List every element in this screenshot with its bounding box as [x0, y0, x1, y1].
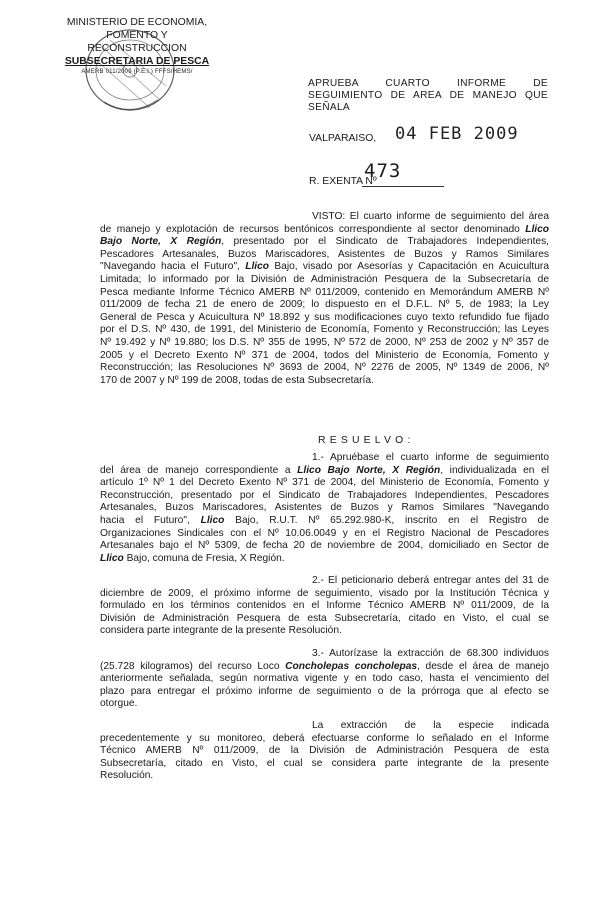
visto-line: Reconstrucción; las Resoluciones Nº 3693 de 2004, Nº 2276 de 2005, Nº 1349 de 2006, Nº — [100, 362, 549, 374]
article-3-line: (25.728 kilogramos) del recurso Loco Concholepas concholepas, desde el área de manejo — [100, 660, 549, 672]
article-1-line: del área de manejo correspondiente a Llico Bajo Norte, X Región, individualizada en el — [100, 464, 549, 476]
article-2-line: considera parte integrante de la presente Resolución. — [100, 625, 342, 637]
article-2 — [100, 575, 549, 638]
article-1-line: artículo 1º Nº 1 del Decreto Exento Nº 371 de 2004, del Ministerio de Economía, Fomento y — [100, 477, 549, 489]
exenta-number: 473 — [364, 160, 402, 182]
article-3-line: anteriormente señalada, según normativa vigente y en todo caso, hasta el vencimiento del — [100, 673, 549, 685]
visto-line: de manejo y explotación de recursos bentónicos correspondiente al sector denominado Llico — [100, 223, 549, 235]
visto-line: 011/2009 de fecha 21 de enero de 2009; lo dispuesto en el D.F.L. Nº 5, de 1983; la Ley — [100, 299, 549, 311]
visto-line: Pescadores Artesanales, Buzos Mariscadores, Asistentes de Buzos y Ramos Similares — [100, 248, 549, 260]
visto-line: VISTO: El cuarto informe de seguimiento del área — [312, 211, 549, 222]
subject-line-1: APRUEBA CUARTO INFORME DE — [308, 78, 548, 89]
article-1-line: Reconstrucción, presentado por el Sindicato de Trabajadores Independientes, Pescadores — [100, 489, 549, 501]
visto-line: Pesca mediante Informe Técnico AMERB Nº 011/2009, contenido en Memorándum AMERB Nº — [100, 286, 549, 298]
article-2-line: 2.- El peticionario deberá entregar antes del 31 de — [312, 575, 549, 586]
article-1-line: 1.- Apruébase el cuarto informe de seguimiento — [312, 452, 549, 463]
article-3-extraction-line: La extracción de la especie indicada — [312, 720, 549, 731]
article-3-line: plazo para entregar el próximo informe de seguimiento o de la prórroga que al efecto se — [100, 685, 549, 697]
article-3-line: otorgue. — [100, 698, 138, 710]
visto-line: Limitada; lo informado por la División de Administración Pesquera de la Subsecretaría de — [100, 273, 549, 285]
article-2-line: formulado en los términos contenidos en el Informe Técnico AMERB Nº 011/2009, de la — [100, 600, 549, 612]
visto-line: 170 de 2007 y Nº 199 de 2008, todas de esta Subsecretaría. — [100, 374, 374, 386]
article-3-line: 3.- Autorízase la extracción de 68.300 individuos — [312, 648, 549, 659]
resuelvo-heading: RESUELVO: — [318, 435, 415, 446]
article-3-extraction-line: Técnico AMERB Nº 011/2009, de la División de Administración Pesquera de esta — [100, 745, 549, 757]
article-1-line: Artesanales, Buzos Mariscadores, Asistentes de Buzos y Ramos Similares "Navegando — [100, 502, 549, 514]
visto-line: Nº 19.492 y Nº 19.880; los D.S. Nº 355 de 1995, Nº 572 de 2000, Nº 253 de 2002 y Nº 357 de — [100, 336, 549, 348]
article-2-line: División de Administración Pesquera de esta Subsecretaría, citado en Visto, el cual se — [100, 612, 549, 624]
resolution-subject — [308, 78, 548, 114]
subject-line-2: SEGUIMIENTO DE AREA DE MANEJO QUE — [308, 90, 548, 101]
subsecretaria-line: SUBSECRETARIA DE PESCA — [64, 56, 210, 67]
exenta-label: R. EXENTA Nº — [309, 176, 377, 187]
reference-code: AMERB 011/2009 (P.E.I.) FFFS/HEMS/ — [81, 69, 193, 75]
article-1-line: Artesanales bajo el Nº 5309, de fecha 20 de noviembre de 2004, domiciliado en Sector de — [100, 540, 549, 552]
visto-line: "Navegando hacia el Futuro", Llico Bajo, visado por Asesorías y Capacitación en Acuicultura — [100, 261, 549, 273]
ministry-line-1: MINISTERIO DE ECONOMIA, — [66, 17, 208, 28]
article-1-line: Organizaciones Sindicales con el Nº 10.06.0049 y en el Registro Nacional de Pescadores — [100, 527, 549, 539]
article-3-extraction — [100, 720, 549, 783]
visto-line: Bajo Norte, X Región, presentado por el Sindicato de Trabajadores Independientes, — [100, 236, 549, 248]
ministry-line-2: FOMENTO Y RECONSTRUCCION — [87, 30, 187, 54]
place-label: VALPARAISO, — [309, 133, 377, 144]
article-3 — [100, 648, 549, 711]
visto-line: por el D.S. Nº 430, de 1991, del Ministerio de Economía, Fomento y Reconstrucción; las Leyes — [100, 324, 549, 336]
article-3-extraction-line: Resolución. — [100, 770, 154, 782]
article-2-line: diciembre de 2009, el próximo informe de seguimiento, visado por la Institución Técnica y — [100, 587, 549, 599]
visto-line: 2005 y el Decreto Exento Nº 371 de 2004, todos del Ministerio de Economía, Fomento y — [100, 349, 549, 361]
visto-line: General de Pesca y Acuicultura Nº 18.892 y sus modificaciones cuyo texto refundido fue fijado — [100, 311, 549, 323]
article-1-line: Llico Bajo, comuna de Fresia, X Región. — [100, 552, 285, 564]
article-3-extraction-line: Subsecretaría, citado en Visto, el cual se considera parte integrante de la presente — [100, 757, 549, 769]
exenta-underline — [362, 186, 444, 187]
official-seal-stamp — [70, 20, 200, 130]
visto-paragraph — [100, 211, 549, 387]
article-1 — [100, 452, 549, 565]
article-3-extraction-line: precedentemente y su monitoreo, deberá efectuarse conforme lo señalado en el Informe — [100, 732, 549, 744]
article-1-line: hacia el Futuro", Llico Bajo, R.U.T. Nº 65.292.980-K, inscrito en el Registro de — [100, 514, 549, 526]
date-stamp: 04 FEB 2009 — [395, 124, 519, 144]
subject-line-3: SEÑALA — [308, 102, 351, 113]
